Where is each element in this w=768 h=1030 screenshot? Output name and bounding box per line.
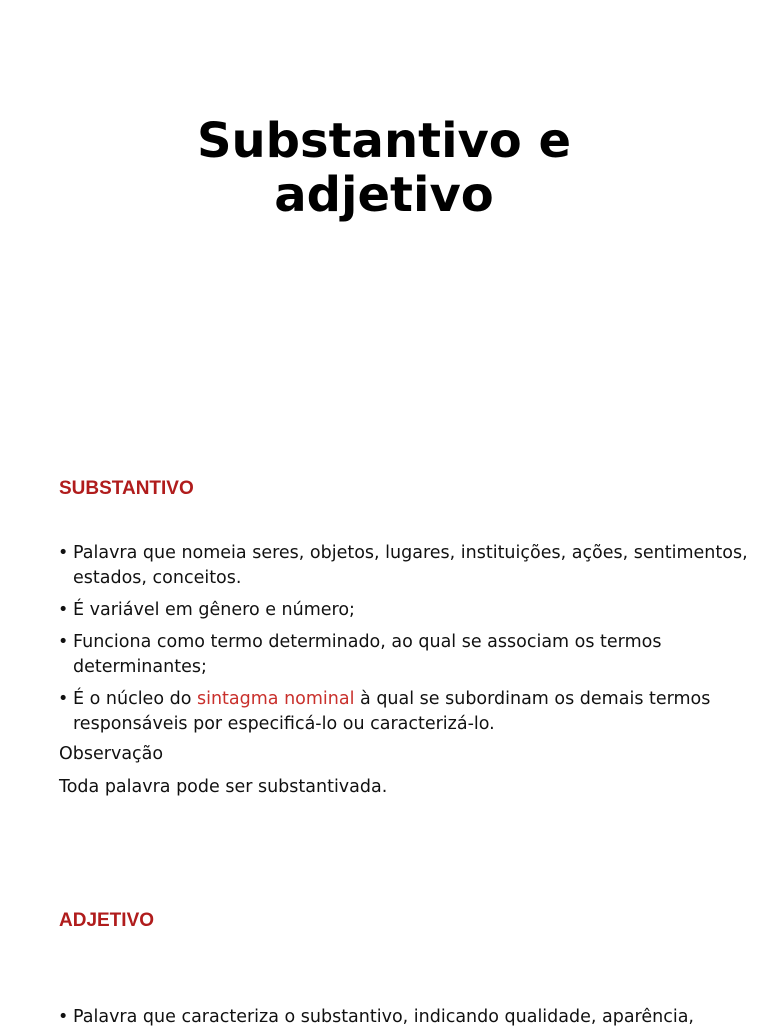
observation-label: Observação <box>59 744 164 764</box>
list-item <box>58 598 748 623</box>
bullet-text-prefix: É o núcleo do <box>73 689 197 709</box>
bullet-text: É variável em gênero e número; <box>73 600 355 620</box>
substantivo-heading: SUBSTANTIVO <box>59 478 194 499</box>
observation-text: Toda palavra pode ser substantivada. <box>59 777 388 797</box>
page-title <box>0 114 768 222</box>
bullet-text: Funciona como termo determinado, ao qual se associam os termos determinantes; <box>73 632 662 677</box>
adjetivo-bullet-list <box>58 1005 748 1030</box>
bullet-text: Palavra que nomeia seres, objetos, lugares, instituições, ações, sentimentos, estados, conceitos. <box>73 543 748 588</box>
substantivo-bullet-list <box>58 541 748 744</box>
sintagma-nominal-highlight: sintagma nominal <box>196 689 355 709</box>
bullet-icon: • <box>58 600 69 620</box>
bullet-icon: • <box>58 1007 69 1027</box>
bullet-icon: • <box>58 543 69 563</box>
bullet-text: Palavra que caracteriza o substantivo, indicando qualidade, aparência, <box>73 1007 694 1027</box>
bullet-icon: • <box>58 689 69 709</box>
bullet-text-suffix: à qual se subordinam os demais termos responsáveis por especificá-lo ou caracterizá-lo. <box>73 689 711 734</box>
list-item <box>58 687 748 737</box>
list-item <box>58 541 748 591</box>
list-item <box>58 1005 748 1030</box>
adjetivo-heading: ADJETIVO <box>59 910 155 931</box>
page-title-line-2: adjetivo <box>274 167 494 223</box>
page-title-line-1: Substantivo e <box>196 113 572 169</box>
list-item <box>58 630 748 680</box>
bullet-icon: • <box>58 632 69 652</box>
